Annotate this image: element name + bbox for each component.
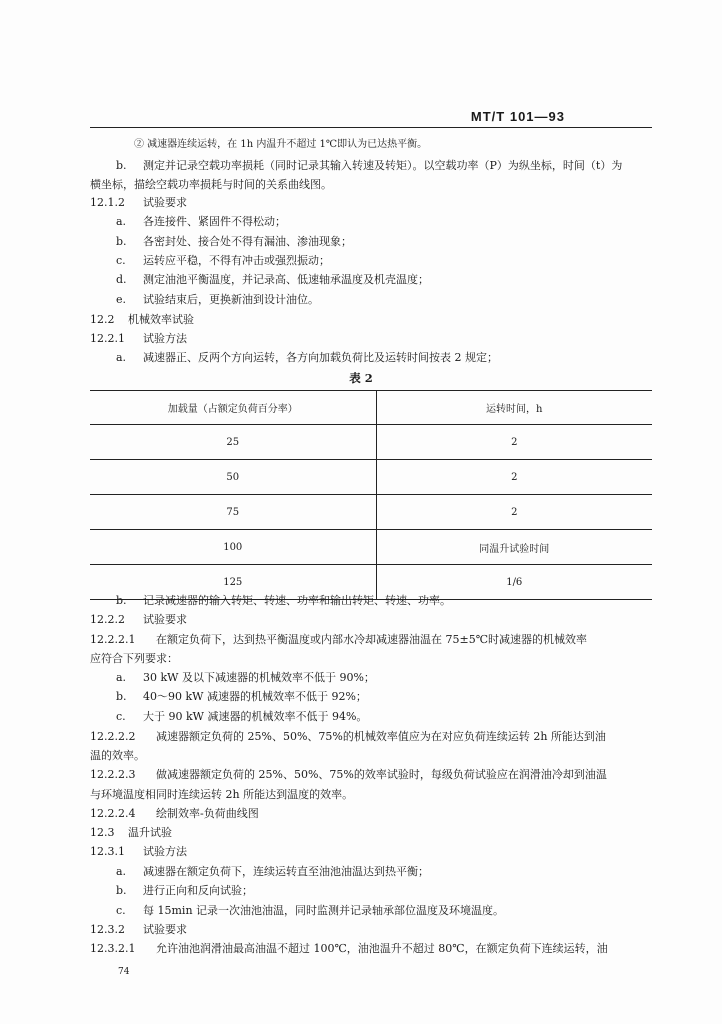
line-label: 12.3.2 bbox=[90, 923, 125, 936]
table-row bbox=[90, 530, 652, 565]
table-row bbox=[90, 460, 652, 495]
page-number: 74 bbox=[118, 967, 130, 977]
body-line: 横坐标，描绘空载功率损耗与时间的关系曲线图。 bbox=[90, 178, 332, 191]
body-line: 各密封处、接合处不得有漏油、渗油现象； bbox=[143, 235, 352, 248]
body-line: 每 15min 记录一次油池油温，同时监测并记录轴承部位温度及环境温度。 bbox=[143, 904, 505, 917]
body-line: 减速器额定负荷的 25%、50%、75%的机械效率值应为在对应负荷连续运转 2h 所能达到油 bbox=[156, 730, 606, 743]
line-label: a. bbox=[116, 215, 127, 228]
line-label: b. bbox=[116, 884, 127, 897]
load-time-table bbox=[90, 390, 652, 600]
table-header-row bbox=[90, 391, 652, 425]
body-line: 温的效率。 bbox=[90, 749, 145, 762]
line-label: 12.2.2.4 bbox=[90, 807, 136, 820]
table-row bbox=[90, 495, 652, 530]
line-label: a. bbox=[116, 351, 127, 364]
line-label: 12.2 bbox=[90, 313, 115, 326]
table-cell: 100 bbox=[90, 530, 376, 565]
line-label: 12.1.2 bbox=[90, 196, 125, 209]
body-line: 记录减速器的输入转矩、转速、功率和输出转矩、转速、功率。 bbox=[143, 594, 451, 607]
table-cell: 2 bbox=[376, 425, 652, 460]
table-cell: 50 bbox=[90, 460, 376, 495]
table-cell: 2 bbox=[376, 460, 652, 495]
body-line: 应符合下列要求： bbox=[90, 652, 178, 665]
body-line: 运转应平稳，不得有冲击或强烈振动； bbox=[143, 254, 330, 267]
body-line: 试验方法 bbox=[143, 332, 187, 345]
line-label: e. bbox=[116, 293, 127, 306]
header-code: MT/T 101—93 bbox=[470, 109, 565, 124]
table-header-cell: 运转时间，h bbox=[376, 391, 652, 425]
body-line: 减速器正、反两个方向运转，各方向加载负荷比及运转时间按表 2 规定； bbox=[143, 351, 498, 364]
line-label: b. bbox=[116, 594, 127, 607]
line-label: c. bbox=[116, 254, 126, 267]
line-label: 12.3.2.1 bbox=[90, 942, 136, 955]
line-label: 12.2.2.1 bbox=[90, 633, 136, 646]
line-label: 12.2.1 bbox=[90, 332, 125, 345]
body-line: ② 减速器连续运转，在 1h 内温升不超过 1℃即认为已达热平衡。 bbox=[134, 139, 428, 150]
line-label: c. bbox=[116, 710, 126, 723]
line-label: 12.3.1 bbox=[90, 845, 125, 858]
table-cell: 同温升试验时间 bbox=[376, 530, 652, 565]
line-label: b. bbox=[116, 159, 127, 172]
body-line: 机械效率试验 bbox=[128, 313, 194, 326]
body-line: 30 kW 及以下减速器的机械效率不低于 90%； bbox=[143, 671, 375, 684]
body-line: 与环境温度相同时连续运转 2h 所能达到温度的效率。 bbox=[90, 788, 354, 801]
line-label: 12.2.2.3 bbox=[90, 768, 136, 781]
body-line: 试验要求 bbox=[143, 196, 187, 209]
body-line: 进行正向和反向试验； bbox=[143, 884, 253, 897]
body-line: 做减速器额定负荷的 25%、50%、75%的效率试验时，每级负荷试验应在润滑油冷却到油温 bbox=[156, 768, 607, 781]
line-label: a. bbox=[116, 671, 127, 684]
body-line: 在额定负荷下，达到热平衡温度或内部水冷却减速器油温在 75±5℃时减速器的机械效率 bbox=[156, 633, 588, 646]
body-line: 测定油池平衡温度，并记录高、低速轴承温度及机壳温度； bbox=[143, 273, 429, 286]
line-label: d. bbox=[116, 273, 127, 286]
body-line: 温升试验 bbox=[128, 826, 172, 839]
table-header-cell: 加载量（占额定负荷百分率） bbox=[90, 391, 376, 425]
body-line: 各连接件、紧固件不得松动； bbox=[143, 215, 286, 228]
body-line: 大于 90 kW 减速器的机械效率不低于 94%。 bbox=[143, 710, 368, 723]
line-label: 12.2.2 bbox=[90, 613, 125, 626]
body-line: 测定并记录空载功率损耗（同时记录其输入转速及转矩）。以空载功率（P）为纵坐标，时间（t）为 bbox=[143, 159, 623, 172]
body-line: 40～90 kW 减速器的机械效率不低于 92%； bbox=[143, 690, 367, 703]
body-line: 绘制效率-负荷曲线图 bbox=[156, 807, 259, 820]
table-cell: 125 bbox=[90, 565, 376, 600]
table-row bbox=[90, 425, 652, 460]
line-label: 12.3 bbox=[90, 826, 115, 839]
table-cell: 1/6 bbox=[376, 565, 652, 600]
line-label: b. bbox=[116, 690, 127, 703]
line-label: a. bbox=[116, 865, 127, 878]
body-line: 允许油池润滑油最高油温不超过 100℃，油池温升不超过 80℃，在额定负荷下连续运转，油 bbox=[156, 942, 608, 955]
body-line: 试验要求 bbox=[143, 923, 187, 936]
body-line: 试验要求 bbox=[143, 613, 187, 626]
table-cell: 75 bbox=[90, 495, 376, 530]
body-line: 试验结束后，更换新油到设计油位。 bbox=[143, 293, 319, 306]
body-line: 减速器在额定负荷下，连续运转直至油池油温达到热平衡； bbox=[143, 865, 429, 878]
line-label: c. bbox=[116, 904, 126, 917]
table-caption: 表 2 bbox=[349, 371, 373, 385]
body-line: 试验方法 bbox=[143, 845, 187, 858]
table-cell: 25 bbox=[90, 425, 376, 460]
line-label: 12.2.2.2 bbox=[90, 730, 136, 743]
table-cell: 2 bbox=[376, 495, 652, 530]
line-label: b. bbox=[116, 235, 127, 248]
header-rule bbox=[90, 127, 652, 128]
